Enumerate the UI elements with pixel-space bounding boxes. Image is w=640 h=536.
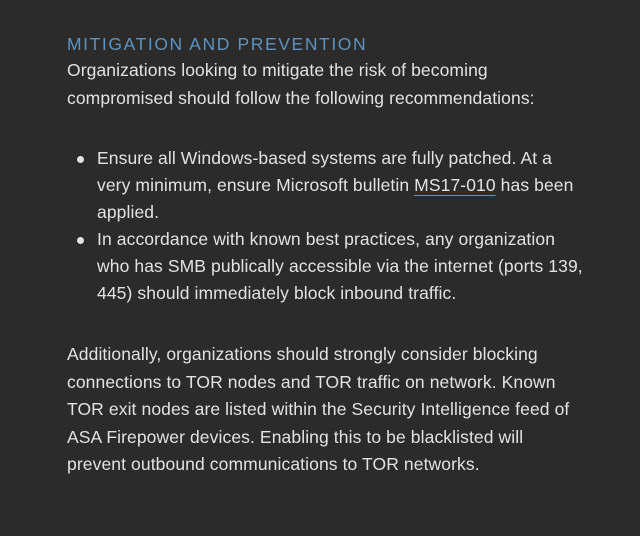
bullet-icon: [77, 156, 84, 163]
closing-paragraph: Additionally, organizations should strongly consider blocking connections to TOR nodes and TOR traffic on network. Known TOR exit nodes are listed within the Security Intelligence feed of ASA Firepower devices. Enabling this to be blacklisted will prevent outbound communications to TOR networks.: [67, 344, 570, 474]
recommendation-text-end: has been applied.: [97, 175, 574, 222]
recommendation-text: In accordance with known best practices, any organization who has SMB publically accessible via the internet (ports 139, 445) should immediately block inbound traffic.: [97, 229, 583, 303]
list-item: [67, 226, 587, 307]
list-item: [67, 145, 587, 226]
bullet-icon: [77, 237, 84, 244]
recommendation-text: Ensure all Windows-based systems are fully patched. At a very minimum, ensure Microsoft bulletin: [97, 148, 552, 195]
recommendations-list: [67, 145, 587, 307]
article-content: [67, 32, 587, 479]
ms17-010-link[interactable]: MS17-010: [414, 175, 496, 195]
intro-paragraph: Organizations looking to mitigate the risk of becoming compromised should follow the following recommendations:: [67, 60, 535, 108]
section-heading: MITIGATION AND PREVENTION: [67, 34, 368, 54]
